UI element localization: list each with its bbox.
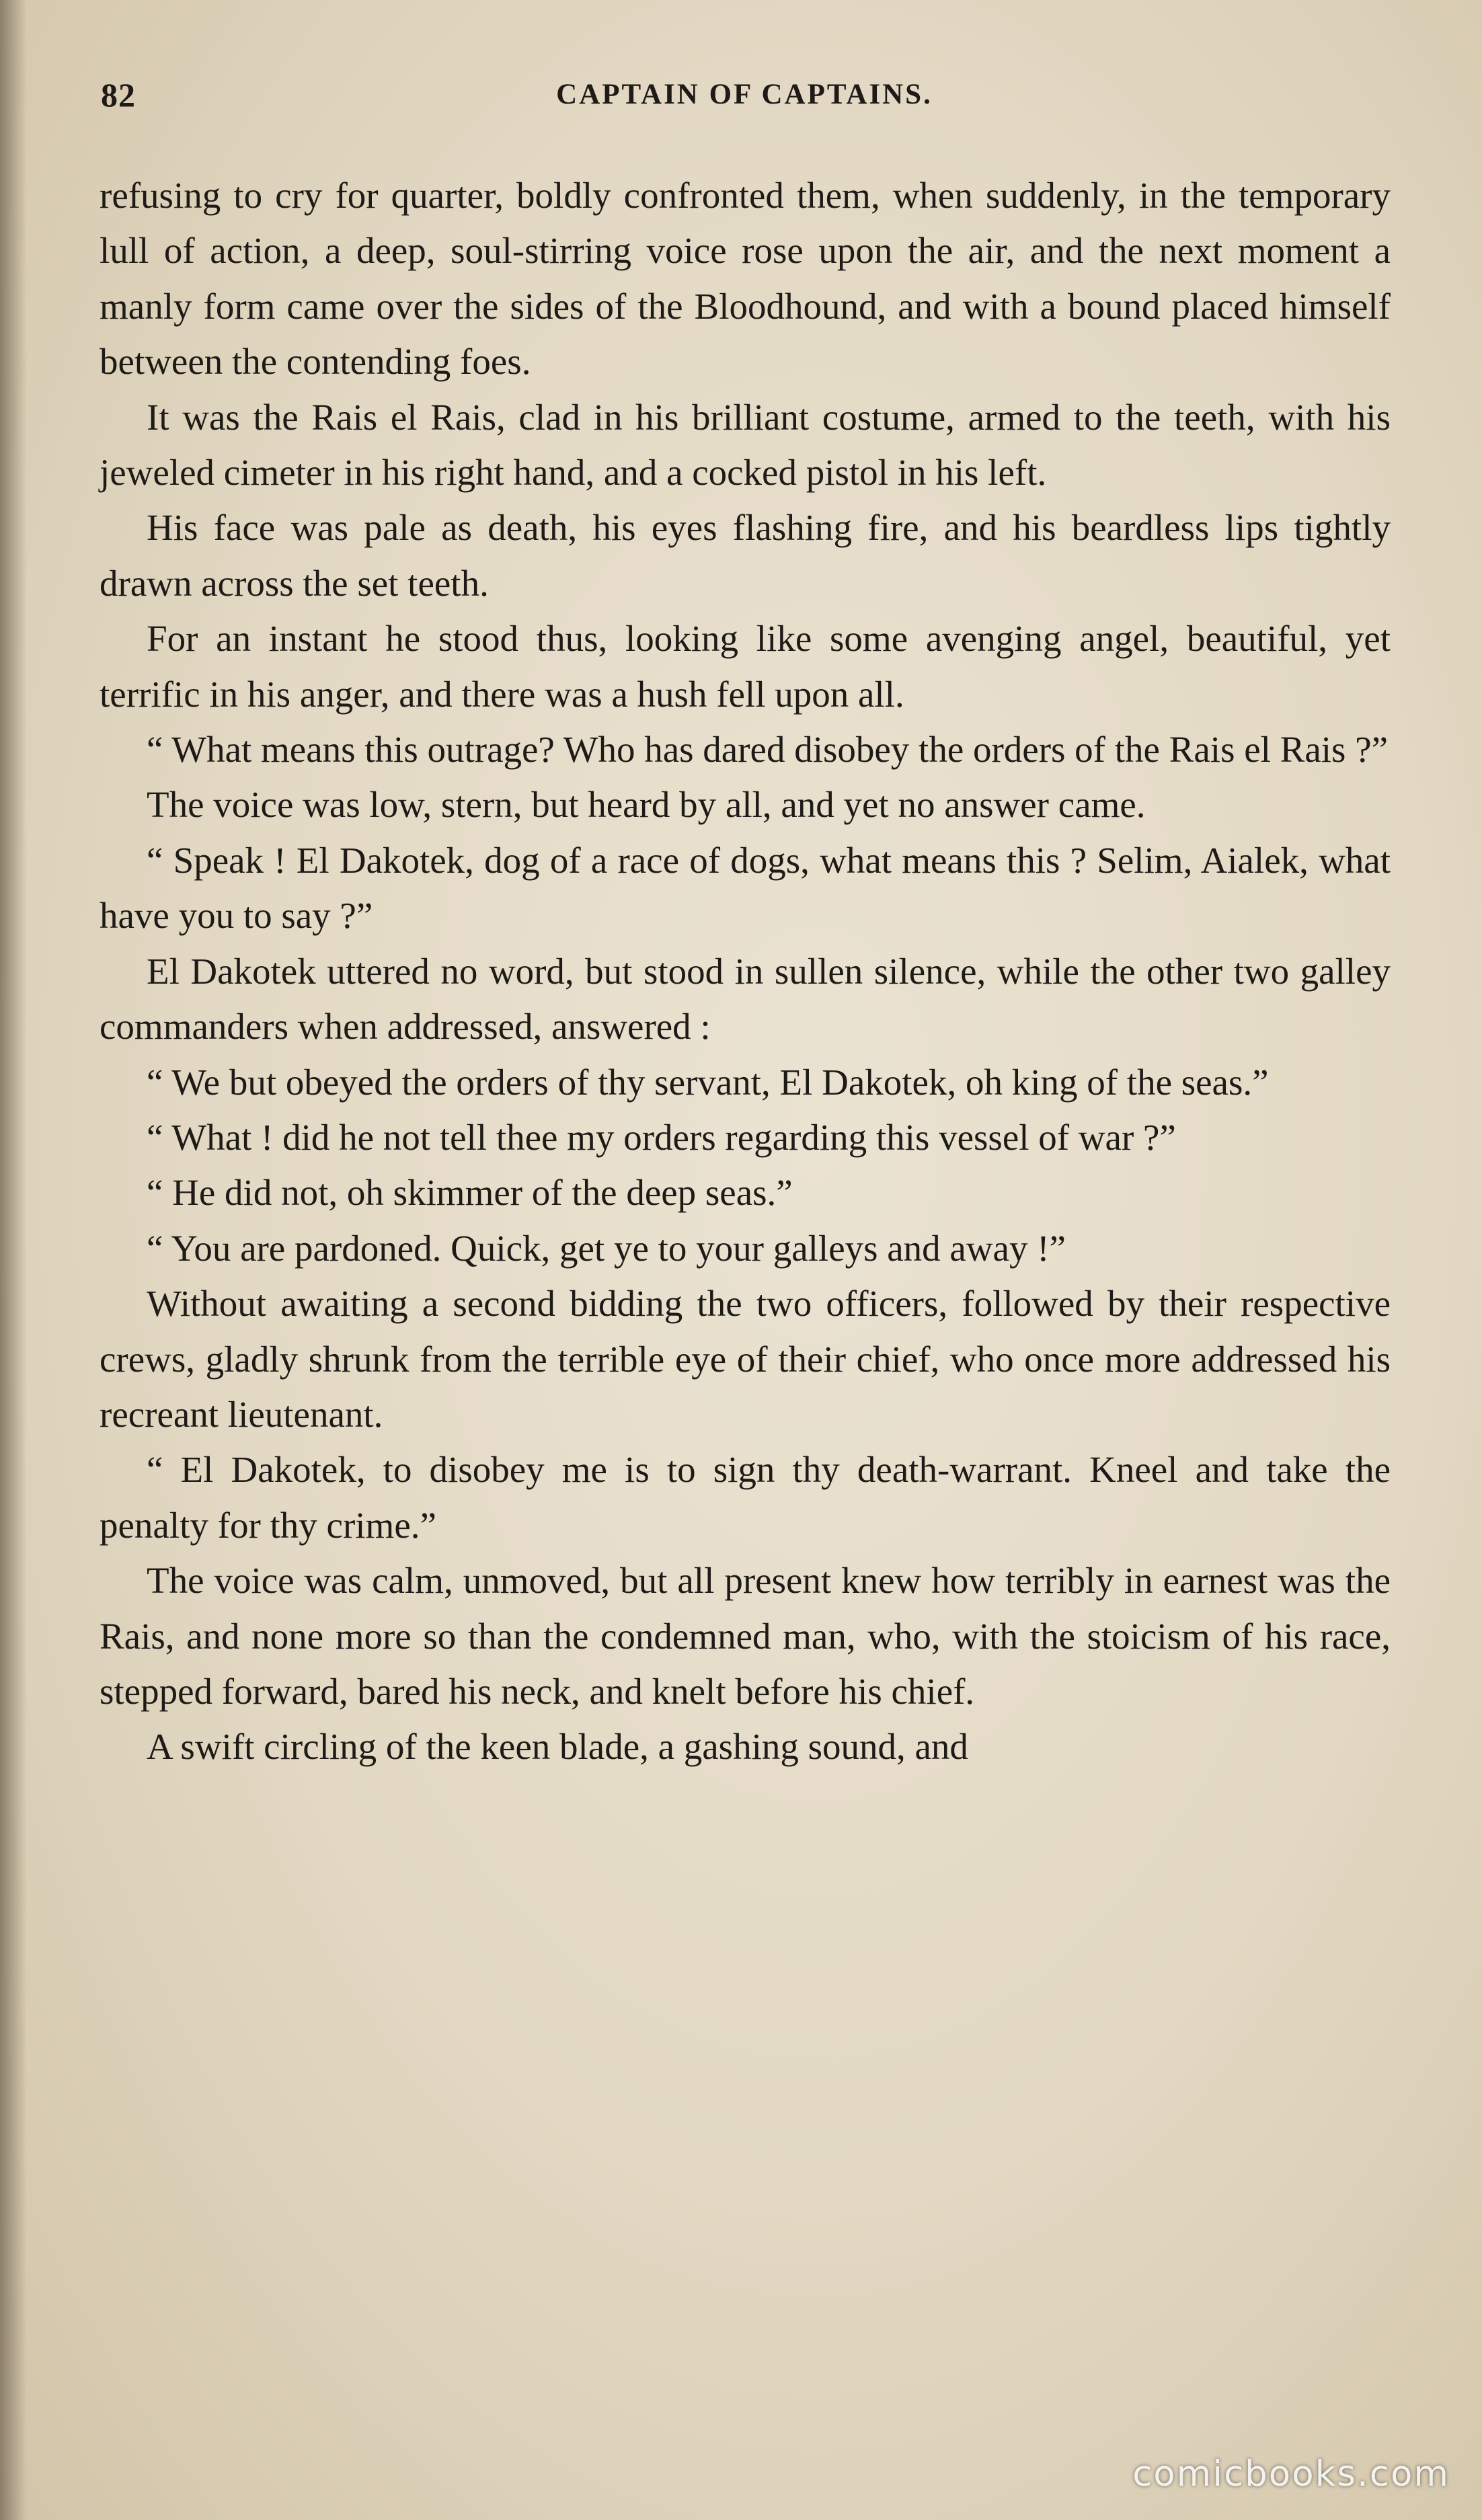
paragraph: “ We but obeyed the orders of thy servant, El Dakotek, oh king of the seas.”	[147, 1061, 1269, 1103]
page-edge-shadow	[0, 0, 27, 2520]
paragraph: His face was pale as death, his eyes flashing fire, and his beardless lips tightly drawn across the set teeth.	[100, 507, 1391, 604]
paragraph: The voice was calm, unmoved, but all present knew how terribly in earnest was the Rais, and none more so than the condemned man, who, with the stoicism of his race, stepped forward, bared his neck, and knelt before his chief.	[100, 1560, 1391, 1712]
paragraph: “ What ! did he not tell thee my orders regarding this vessel of war ?”	[147, 1116, 1176, 1158]
page-number: 82	[101, 76, 136, 114]
paragraph: refusing to cry for quarter, boldly confronted them, when suddenly, in the temporary lull of action, a deep, soul-stirring voice rose upon the air, and the next moment a manly form came over the sides of the Bloodhound, and with a bound placed himself between the contending foes.	[100, 175, 1391, 383]
paragraph: “ What means this outrage? Who has dared disobey the orders of the Rais el Rais ?”	[147, 729, 1389, 771]
paragraph: For an instant he stood thus, looking like some avenging angel, beautiful, yet terrific in his anger, and there was a hush fell upon all.	[100, 618, 1391, 715]
running-title: CAPTAIN OF CAPTAINS.	[556, 79, 933, 110]
body-text	[100, 168, 1391, 1775]
paragraph: El Dakotek uttered no word, but stood in sullen silence, while the other two galley commanders when addressed, answered :	[100, 950, 1391, 1048]
running-head	[101, 75, 1388, 116]
paragraph: “ El Dakotek, to disobey me is to sign thy death-warrant. Kneel and take the penalty for thy crime.”	[100, 1449, 1391, 1546]
paragraph: “ He did not, oh skimmer of the deep seas.”	[147, 1172, 793, 1214]
paragraph: “ You are pardoned. Quick, get ye to your galleys and away !”	[147, 1227, 1066, 1269]
paragraph: Without awaiting a second bidding the two officers, followed by their respective crews, gladly shrunk from the terrible eye of their chief, who once more addressed his recreant lieutenant.	[100, 1283, 1391, 1435]
paragraph: “ Speak ! El Dakotek, dog of a race of dogs, what means this ? Selim, Aialek, what have you to say ?”	[100, 839, 1391, 937]
site-watermark: comicbooks.com	[1132, 2453, 1450, 2494]
paragraph: A swift circling of the keen blade, a gashing sound, and	[147, 1726, 968, 1768]
paragraph: The voice was low, stern, but heard by all, and yet no answer came.	[147, 784, 1146, 826]
paragraph: It was the Rais el Rais, clad in his brilliant costume, armed to the teeth, with his jeweled cimeter in his right hand, and a cocked pistol in his left.	[100, 396, 1391, 494]
